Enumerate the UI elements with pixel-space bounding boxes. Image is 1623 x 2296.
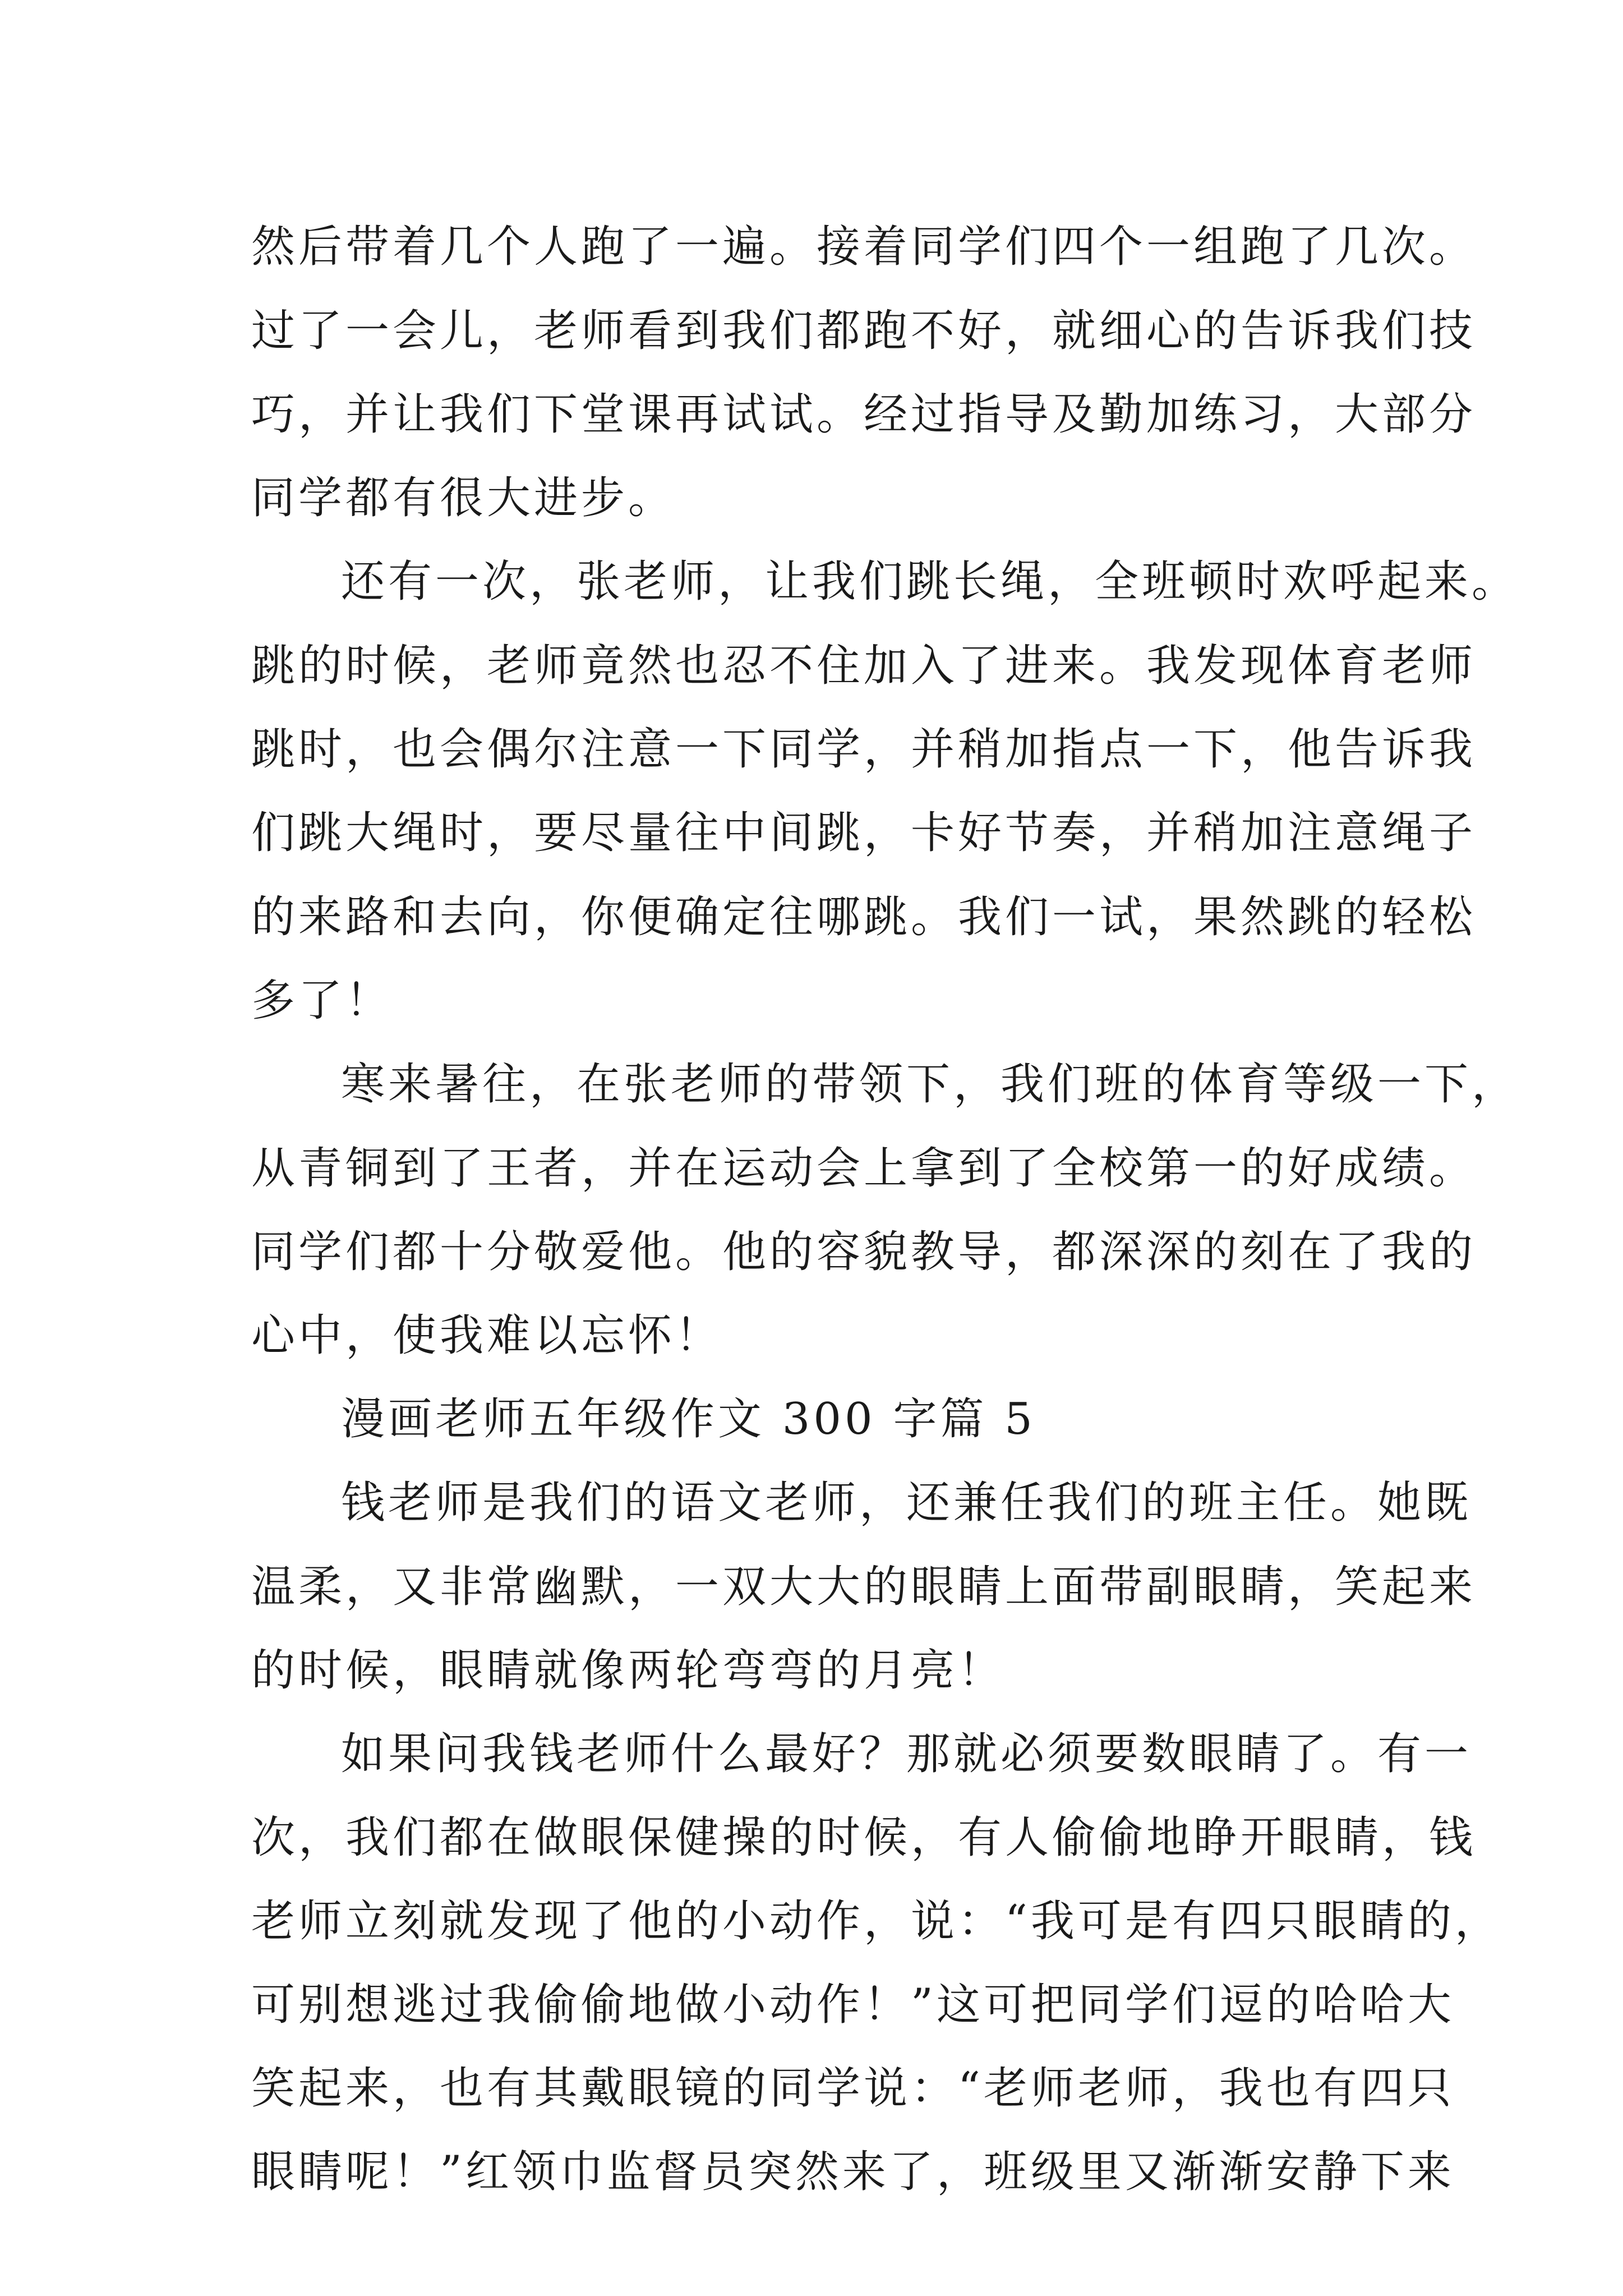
paragraph-line: 过了一会儿，老师看到我们都跑不好，就细心的告诉我们技: [251, 306, 1477, 356]
paragraph-line: 寒来暑往，在张老师的带领下，我们班的体育等级一下，: [341, 1059, 1519, 1110]
paragraph-line: 跳的时候，老师竟然也忍不住加入了进来。我发现体育老师: [251, 641, 1477, 691]
paragraph-line: 巧，并让我们下堂课再试试。经过指导及勤加练习，大部分: [251, 389, 1477, 440]
paragraph-line: 可别想逃过我偷偷地做小动作！”这可把同学们逗的哈哈大: [251, 1980, 1455, 2030]
paragraph-line: 次，我们都在做眼保健操的时候，有人偷偷地睁开眼睛，钱: [251, 1812, 1477, 1863]
section-heading: 漫画老师五年级作文 300 字篇 5: [341, 1394, 1036, 1444]
paragraph-line: 同学们都十分敬爱他。他的容貌教导，都深深的刻在了我的: [251, 1227, 1477, 1277]
paragraph-line: 的时候，眼睛就像两轮弯弯的月亮！: [251, 1645, 1006, 1696]
paragraph-line: 老师立刻就发现了他的小动作，说：“我可是有四只眼睛的，: [251, 1896, 1502, 1947]
paragraph-line: 心中，使我难以忘怀！: [251, 1310, 723, 1361]
paragraph-line: 多了！: [251, 976, 393, 1026]
paragraph-line: 温柔，又非常幽默，一双大大的眼睛上面带副眼睛，笑起来: [251, 1562, 1477, 1612]
paragraph-line: 如果问我钱老师什么最好？那就必须要数眼睛了。有一: [341, 1729, 1472, 1779]
paragraph-line: 笑起来，也有其戴眼镜的同学说：“老师老师，我也有四只: [251, 2063, 1455, 2114]
paragraph-line: 眼睛呢！”红领巾监督员突然来了，班级里又渐渐安静下来: [251, 2147, 1455, 2197]
paragraph-line: 跳时，也会偶尔注意一下同学，并稍加指点一下，他告诉我: [251, 724, 1477, 775]
paragraph-line: 还有一次，张老师，让我们跳长绳，全班顿时欢呼起来。: [341, 556, 1519, 607]
paragraph-line: 们跳大绳时，要尽量往中间跳，卡好节奏，并稍加注意绳子: [251, 808, 1477, 858]
paragraph-line: 然后带着几个人跑了一遍。接着同学们四个一组跑了几次。: [251, 222, 1477, 272]
paragraph-line: 从青铜到了王者，并在运动会上拿到了全校第一的好成绩。: [251, 1143, 1477, 1194]
paragraph-line: 同学都有很大进步。: [251, 473, 676, 523]
paragraph-line: 的来路和去向，你便确定往哪跳。我们一试，果然跳的轻松: [251, 892, 1477, 942]
paragraph-line: 钱老师是我们的语文老师，还兼任我们的班主任。她既: [341, 1478, 1472, 1528]
